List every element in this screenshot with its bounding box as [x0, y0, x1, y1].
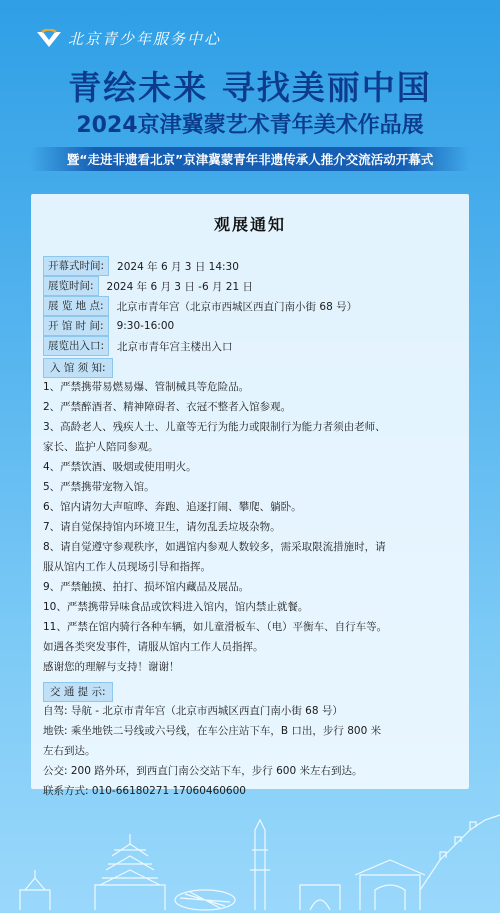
info-label: 开幕式时间: — [43, 256, 109, 276]
rule-line: 家长、监护人陪同参观。 — [43, 441, 159, 453]
info-row-opening — [43, 256, 239, 276]
info-value: 北京市青年宫主楼出入口 — [117, 340, 233, 353]
info-label: 开 馆 时 间: — [43, 316, 109, 336]
rule-line: 5、严禁携带宠物入馆。 — [43, 481, 155, 493]
rule-line: 8、请自觉遵守参观秩序，如遇馆内参观人数较多，需采取限流措施时，请 — [43, 541, 386, 553]
sub-title: 2024京津冀蒙艺术青年美术作品展 — [76, 113, 424, 138]
info-row-entrance — [43, 336, 233, 356]
rule-line: 感谢您的理解与支持！谢谢！ — [43, 661, 180, 673]
rule-line: 2、严禁醉酒者、精神障碍者、衣冠不整者入馆参观。 — [43, 401, 292, 413]
traffic-label: 交 通 提 示: — [43, 682, 113, 702]
org-name: 北京青少年服务中心 — [68, 30, 222, 48]
traffic-line: 左右到达。 — [43, 745, 96, 757]
rule-line: 9、严禁触摸、拍打、损坏馆内藏品及展品。 — [43, 581, 250, 593]
rule-line: 7、请自觉保持馆内环境卫生，请勿乱丢垃圾杂物。 — [43, 521, 281, 533]
beijing-skyline-illustration — [0, 790, 500, 913]
org-logo — [36, 28, 221, 49]
main-title: 青绘未来 寻找美丽中国 — [68, 68, 432, 107]
info-label: 展 览 地 点: — [43, 296, 109, 316]
rule-line: 如遇各类突发事件，请服从馆内工作人员指挥。 — [43, 641, 264, 653]
info-label: 展览出入口: — [43, 336, 109, 356]
rule-line: 4、严禁饮酒、吸烟或使用明火。 — [43, 461, 197, 473]
event-subtitle: 暨“走进非遗看北京”京津冀蒙青年非遗传承人推介交流活动开幕式 — [66, 152, 434, 167]
info-row-hours — [43, 316, 174, 336]
info-label: 展览时间: — [43, 276, 99, 296]
rule-line: 10、严禁携带异味食品或饮料进入馆内，馆内禁止就餐。 — [43, 601, 309, 613]
rule-line: 3、高龄老人、残疾人士、儿童等无行为能力或限制行为能力者须由老师、 — [43, 421, 386, 433]
info-row-dates — [43, 276, 253, 296]
info-value: 2024 年 6 月 3 日 -6 月 21 日 — [106, 280, 253, 293]
rule-line: 1、严禁携带易燃易爆、管制械具等危险品。 — [43, 381, 250, 393]
rule-line: 11、严禁在馆内骑行各种车辆，如儿童滑板车、（电）平衡车、自行车等。 — [43, 621, 388, 633]
rule-line: 服从馆内工作人员现场引导和指挥。 — [43, 561, 211, 573]
info-value: 北京市青年宫（北京市西城区西直门南小街 68 号） — [116, 300, 358, 313]
rules-label: 入 馆 须 知: — [43, 358, 113, 378]
logo-icon — [36, 29, 62, 49]
info-value: 9:30-16:00 — [116, 320, 175, 332]
contact-line: 联系方式: 010-66180271 17060460600 — [43, 785, 246, 797]
rule-line: 6、馆内请勿大声喧哗、奔跑、追逐打闹、攀爬、躺卧。 — [43, 501, 302, 513]
traffic-line: 公交: 200 路外环，到西直门南公交站下车，步行 600 米左右到达。 — [43, 765, 363, 777]
info-value: 2024 年 6 月 3 日 14:30 — [117, 260, 239, 273]
traffic-line: 自驾: 导航 - 北京市青年宫（北京市西城区西直门南小街 68 号） — [43, 705, 343, 717]
subtitle-band — [30, 147, 470, 171]
notice-title: 观展通知 — [213, 215, 286, 234]
info-row-venue — [43, 296, 357, 316]
notice-panel — [31, 194, 469, 797]
traffic-line: 地铁: 乘坐地铁二号线或六号线，在车公庄站下车，B 口出，步行 800 米 — [43, 725, 382, 737]
